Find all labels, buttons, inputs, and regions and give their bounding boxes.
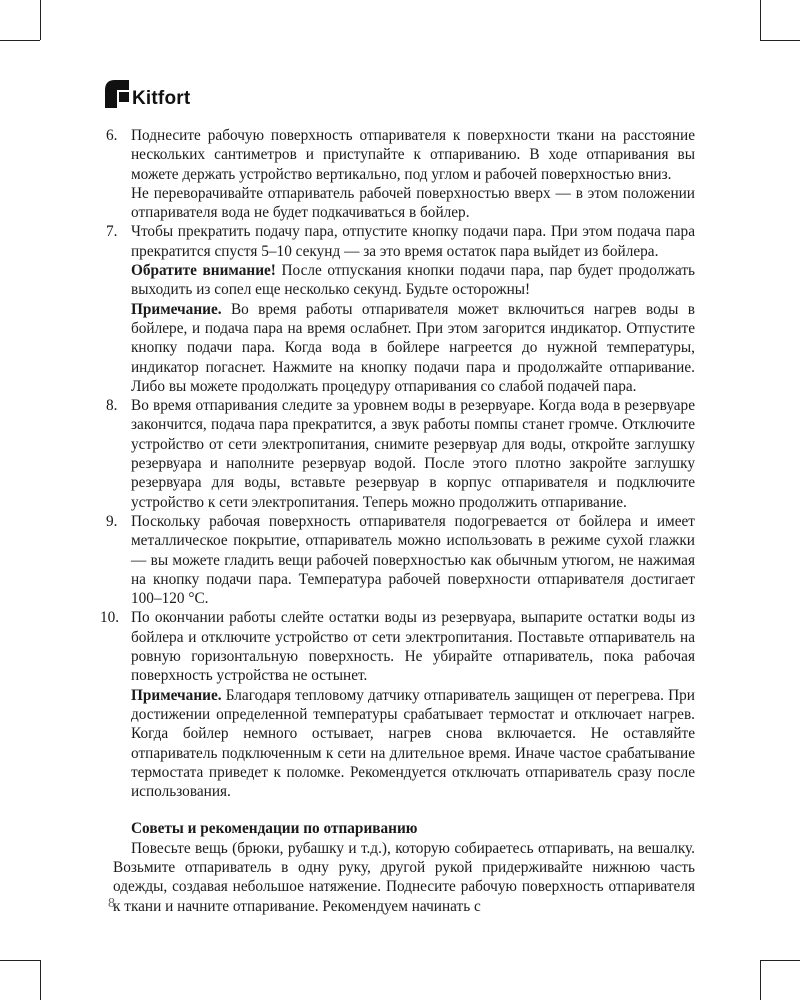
item-paragraph [131,184,695,223]
section-heading: Советы и рекомендации по отпариванию [131,820,418,838]
page-number: 8 [108,896,115,911]
tips-paragraph: Повесьте вещь (брюки, рубашку и т.д.), которую собираетесь отпаривать, на вешалку. Возьмите отпариватель в одну руку, другой рукой придерживайте нижнюю часть одежды, создавая небольшое натяжение. Поднесите рабочую поверхность отпаривателя к ткани и начните отпаривание. Рекомендуем начинать с [113,839,695,915]
kitfort-logo-icon [103,78,129,108]
list-item [100,608,695,801]
crop-mark [760,40,800,41]
paragraph-text: Благодаря тепловому датчику отпариватель защищен от перегрева. При достижении определенной температуры срабатывает термостат и отключает нагрев. Когда бойлер немного остывает, нагрев снова включается. Не оставляйте отпариватель подключенным к сети на длительное время. Иначе частое срабатывание термостата приведет к поломке. Рекомендуется отключать отпариватель сразу после использования. [131,686,695,801]
item-paragraph [131,608,695,685]
item-number: 8. [106,397,118,415]
item-paragraph [131,396,695,512]
crop-mark [760,960,761,1000]
item-number: 9. [106,512,118,530]
item-number: 6. [106,127,118,144]
item-paragraph [131,222,695,261]
crop-mark [760,960,800,961]
item-paragraph [131,512,695,608]
paragraph-text: Во время отпаривания следите за уровнем воды в резервуаре. Когда вода в резервуаре закончится, подача пара прекратится, а звук работы помпы станет громче. Отключите устройство от сети электропитания, снимите резервуар для воды, откройте заглушку резервуара и наполните резервуар водой. После этого плотно закройте заглушку резервуара для воды, вставьте резервуар в корпус отпаривателя и подключите устройство к сети электропитания. Теперь можно продолжить отпаривание. [131,397,695,511]
crop-mark [40,0,41,40]
item-paragraph [131,126,695,184]
brand-logo [103,78,190,108]
paragraph-text: Не переворачивайте отпариватель рабочей поверхностью вверх — в этом положении отпаривателя вода не будет подкачиваться в бойлер. [131,184,695,222]
crop-mark [0,40,40,41]
note-label: Примечание. [131,686,222,704]
crop-mark [0,960,40,961]
paragraph-text: Чтобы прекратить подачу пара, отпустите кнопку подачи пара. При этом подача пара прекратится спустя 5–10 секунд — за это время остаток пара выйдет из бойлера. [131,223,695,260]
brand-name: Kitfort [132,88,191,109]
item-paragraph [131,261,695,300]
paragraph-text: Во время работы отпаривателя может включиться нагрев воды в бойлере, и подача пара на время ослабнет. При этом загорится индикатор. Отпустите кнопку подачи пара. Когда вода в бойлере нагреется до нужной температуры, индикатор погаснет. Нажмите на кнопку подачи пара и продолжайте отпаривание. Либо вы можете продолжать процедуру отпаривания со слабой подачей пара. [131,300,695,395]
item-number: 10. [100,609,120,627]
attention-label: Обратите внимание! [131,262,276,280]
item-number: 7. [106,223,118,241]
list-item [100,396,695,512]
item-paragraph [131,686,695,802]
list-item [100,126,695,222]
note-label: Примечание. [131,300,222,318]
item-paragraph [131,300,695,396]
paragraph-text: После отпускания кнопки подачи пара, пар будет продолжать выходить из сопел еще несколько секунд. Будьте осторожны! [131,262,696,299]
paragraph-text: Поскольку рабочая поверхность отпаривателя подогревается от бойлера и имеет металлическое покрытие, отпариватель можно использовать в режиме сухой глажки — вы можете гладить вещи рабочей поверхностью как обычным утюгом, не нажимая на кнопку подачи пара. Температура рабочей поверхности отпаривателя достигает 100–120 °С. [131,512,695,608]
list-item [100,512,695,608]
paragraph-text: По окончании работы слейте остатки воды из резервуара, выпарите остатки воды из бойлера и отключите устройство от сети электропитания. Поставьте отпариватель на ровную горизонтальную поверхность. Не убирайте отпариватель, пока рабочая поверхность устройства не остынет. [131,609,695,685]
list-item [100,222,695,396]
crop-mark [760,0,761,40]
paragraph-text: Поднесите рабочую поверхность отпаривателя к поверхности ткани на расстояние нескольких сантиметров и приступайте к отпариванию. В ходе отпаривания вы можете держать устройство вертикально, под углом и рабочей поверхностью вниз. [131,127,695,183]
page-content [100,126,695,916]
crop-mark [40,960,41,1000]
